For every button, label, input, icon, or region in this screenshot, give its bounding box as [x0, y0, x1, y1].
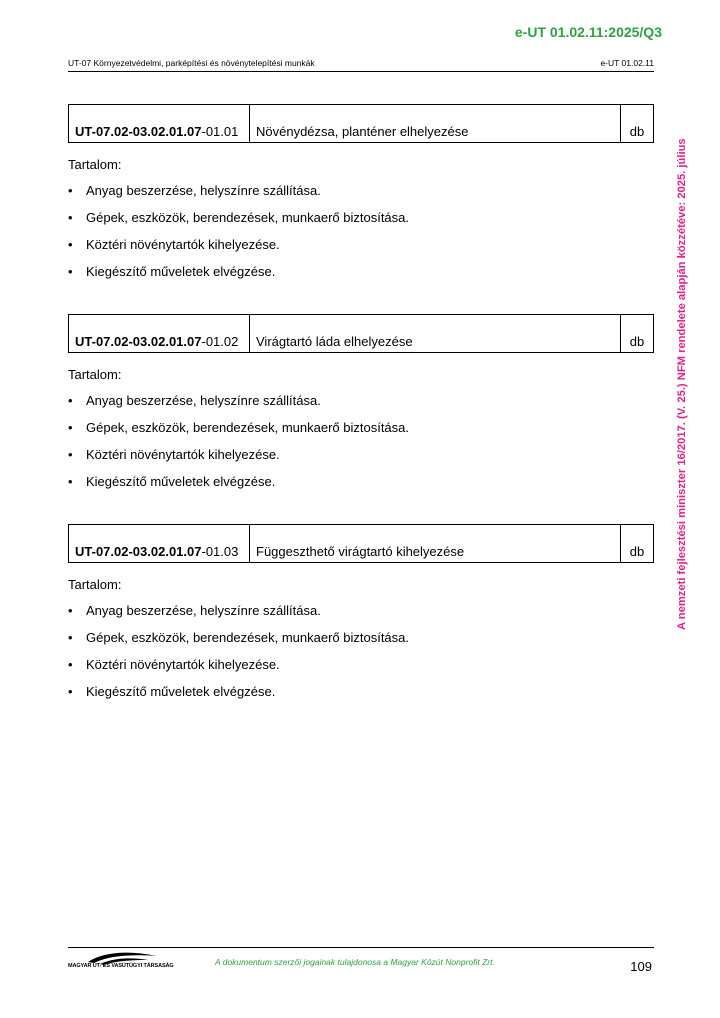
- company-logo-icon: [68, 950, 163, 974]
- list-item: • Köztéri növénytartók kihelyezése.: [68, 446, 654, 463]
- item-code: [69, 315, 250, 353]
- item-header-table: [68, 104, 654, 143]
- item-section: [68, 524, 654, 700]
- list-item: • Anyag beszerzése, helyszínre szállítása.: [68, 182, 654, 199]
- content-list: [68, 602, 654, 700]
- content-label: Tartalom:: [68, 367, 122, 382]
- item-code-main: UT-07.02-03.02.01.07: [75, 334, 202, 349]
- item-title: Függeszthető virágtartó kihelyezése: [250, 525, 621, 563]
- item-code-suffix: -01.01: [201, 124, 239, 139]
- page-number: 109: [630, 959, 652, 974]
- list-item: • Gépek, eszközök, berendezések, munkaerő biztosítása.: [68, 209, 654, 226]
- footer-divider: [68, 947, 654, 948]
- item-code-main: UT-07.02-03.02.01.07: [75, 544, 202, 559]
- item-code-suffix: -01.03: [201, 544, 239, 559]
- item-section: [68, 314, 654, 490]
- item-header-table: [68, 524, 654, 563]
- content-list: [68, 182, 654, 280]
- list-item: • Anyag beszerzése, helyszínre szállítása.: [68, 602, 654, 619]
- list-item: • Kiegészítő műveletek elvégzése.: [68, 683, 654, 700]
- item-title: Virágtartó láda elhelyezése: [250, 315, 621, 353]
- list-item: • Kiegészítő műveletek elvégzése.: [68, 473, 654, 490]
- content-label: Tartalom:: [68, 157, 122, 172]
- page-header: [68, 58, 654, 72]
- chapter-title: UT-07 Környezetvédelmi, parképítési és növénytelepítési munkák: [68, 58, 315, 68]
- list-item: • Kiegészítő műveletek elvégzése.: [68, 263, 654, 280]
- item-title: Növénydézsa, planténer elhelyezése: [250, 105, 621, 143]
- header-short-code: e-UT 01.02.11: [600, 58, 654, 68]
- list-item: • Köztéri növénytartók kihelyezése.: [68, 236, 654, 253]
- list-item: • Köztéri növénytartók kihelyezése.: [68, 656, 654, 673]
- list-item: • Gépek, eszközök, berendezések, munkaerő biztosítása.: [68, 629, 654, 646]
- list-item: • Gépek, eszközök, berendezések, munkaerő biztosítása.: [68, 419, 654, 436]
- item-header-table: [68, 314, 654, 353]
- publication-side-note: A nemzeti fejlesztési miniszter 16/2017. (V. 25.) NFM rendelete alapján közzétéve: 2025. július: [676, 138, 688, 630]
- item-unit: db: [621, 315, 654, 353]
- content-label: Tartalom:: [68, 577, 122, 592]
- item-code: [69, 105, 250, 143]
- list-item: • Anyag beszerzése, helyszínre szállítása.: [68, 392, 654, 409]
- company-logo-text: MAGYAR ÚT- ÉS VASÚTÜGYI TÁRSASÁG: [68, 963, 174, 969]
- item-unit: db: [621, 105, 654, 143]
- item-code: [69, 525, 250, 563]
- copyright-notice: A dokumentum szerzői jogainak tulajdonosa a Magyar Közút Nonprofit Zrt.: [215, 957, 495, 967]
- item-code-suffix: -01.02: [201, 334, 239, 349]
- item-section: [68, 104, 654, 280]
- item-unit: db: [621, 525, 654, 563]
- document-code: e-UT 01.02.11:2025/Q3: [514, 24, 662, 40]
- content-list: [68, 392, 654, 490]
- item-code-main: UT-07.02-03.02.01.07: [75, 124, 202, 139]
